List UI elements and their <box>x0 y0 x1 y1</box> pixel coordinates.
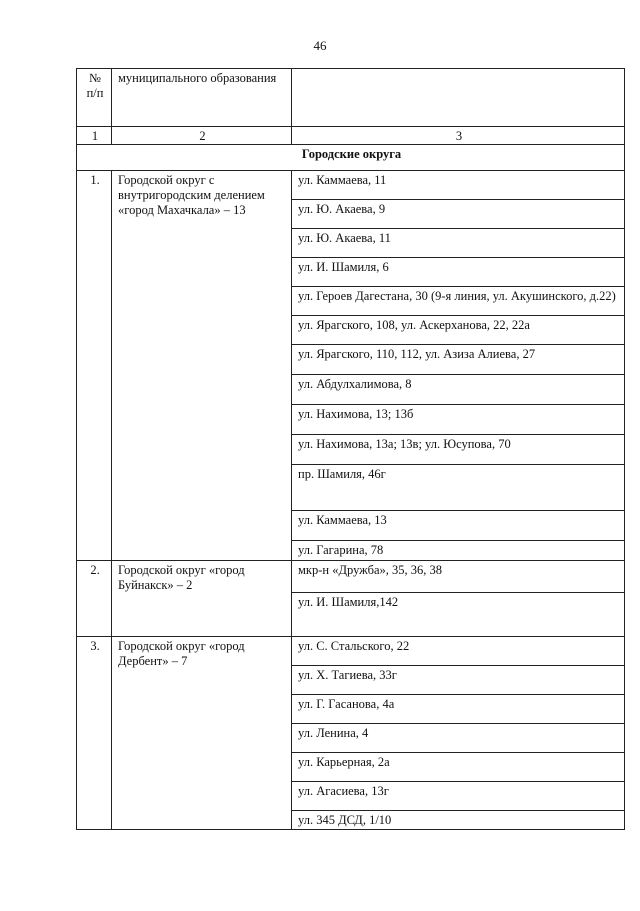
section-row <box>77 145 625 171</box>
address-cell: мкр-н «Дружба», 35, 36, 38 <box>292 561 625 593</box>
address-cell: ул. Нахимова, 13а; 13в; ул. Юсупова, 70 <box>292 435 625 465</box>
address-cell: ул. 345 ДСД, 1/10 <box>292 811 625 830</box>
address-cell: ул. Ярагского, 110, 112, ул. Азиза Алиева, 27 <box>292 345 625 375</box>
address-cell: ул. Абдулхалимова, 8 <box>292 375 625 405</box>
table-row <box>77 561 625 593</box>
address-cell: ул. Каммаева, 13 <box>292 511 625 541</box>
column-number: 2 <box>112 127 292 145</box>
address-cell: пр. Шамиля, 46г <box>292 465 625 511</box>
column-number: 1 <box>77 127 112 145</box>
header-municipality-col: муниципального образования <box>112 69 292 127</box>
address-cell: ул. Агасиева, 13г <box>292 782 625 811</box>
municipality-name: Городской округ с внутригородским делением «город Махачкала» – 13 <box>112 171 292 561</box>
row-number: 3. <box>77 637 112 830</box>
header-num-col: № п/п <box>77 69 112 127</box>
polling-stations-table <box>76 68 625 830</box>
page-number: 46 <box>313 38 327 53</box>
address-cell: ул. С. Стальского, 22 <box>292 637 625 666</box>
address-cell: ул. Каммаева, 11 <box>292 171 625 200</box>
address-cell: ул. И. Шамиля,142 <box>292 593 625 637</box>
row-number: 1. <box>77 171 112 561</box>
address-cell: ул. Нахимова, 13; 13б <box>292 405 625 435</box>
header-row <box>77 69 625 127</box>
row-number: 2. <box>77 561 112 637</box>
address-cell: ул. Гагарина, 78 <box>292 541 625 561</box>
address-cell: ул. Ю. Акаева, 9 <box>292 200 625 229</box>
table-row <box>77 637 625 666</box>
column-numbers-row <box>77 127 625 145</box>
address-cell: ул. Героев Дагестана, 30 (9-я линия, ул. Акушинского, д.22) <box>292 287 625 316</box>
address-cell: ул. Ю. Акаева, 11 <box>292 229 625 258</box>
address-cell: ул. Карьерная, 2а <box>292 753 625 782</box>
column-number: 3 <box>292 127 625 145</box>
municipality-name: Городской округ «город Буйнакск» – 2 <box>112 561 292 637</box>
address-cell: ул. Ярагского, 108, ул. Аскерханова, 22, 22а <box>292 316 625 345</box>
municipality-name: Городской округ «город Дербент» – 7 <box>112 637 292 830</box>
section-title: Городские округа <box>77 145 625 171</box>
address-cell: ул. Ленина, 4 <box>292 724 625 753</box>
address-cell: ул. Х. Тагиева, 33г <box>292 666 625 695</box>
address-cell: ул. Г. Гасанова, 4а <box>292 695 625 724</box>
header-address-col <box>292 69 625 127</box>
table-row <box>77 171 625 200</box>
address-cell: ул. И. Шамиля, 6 <box>292 258 625 287</box>
